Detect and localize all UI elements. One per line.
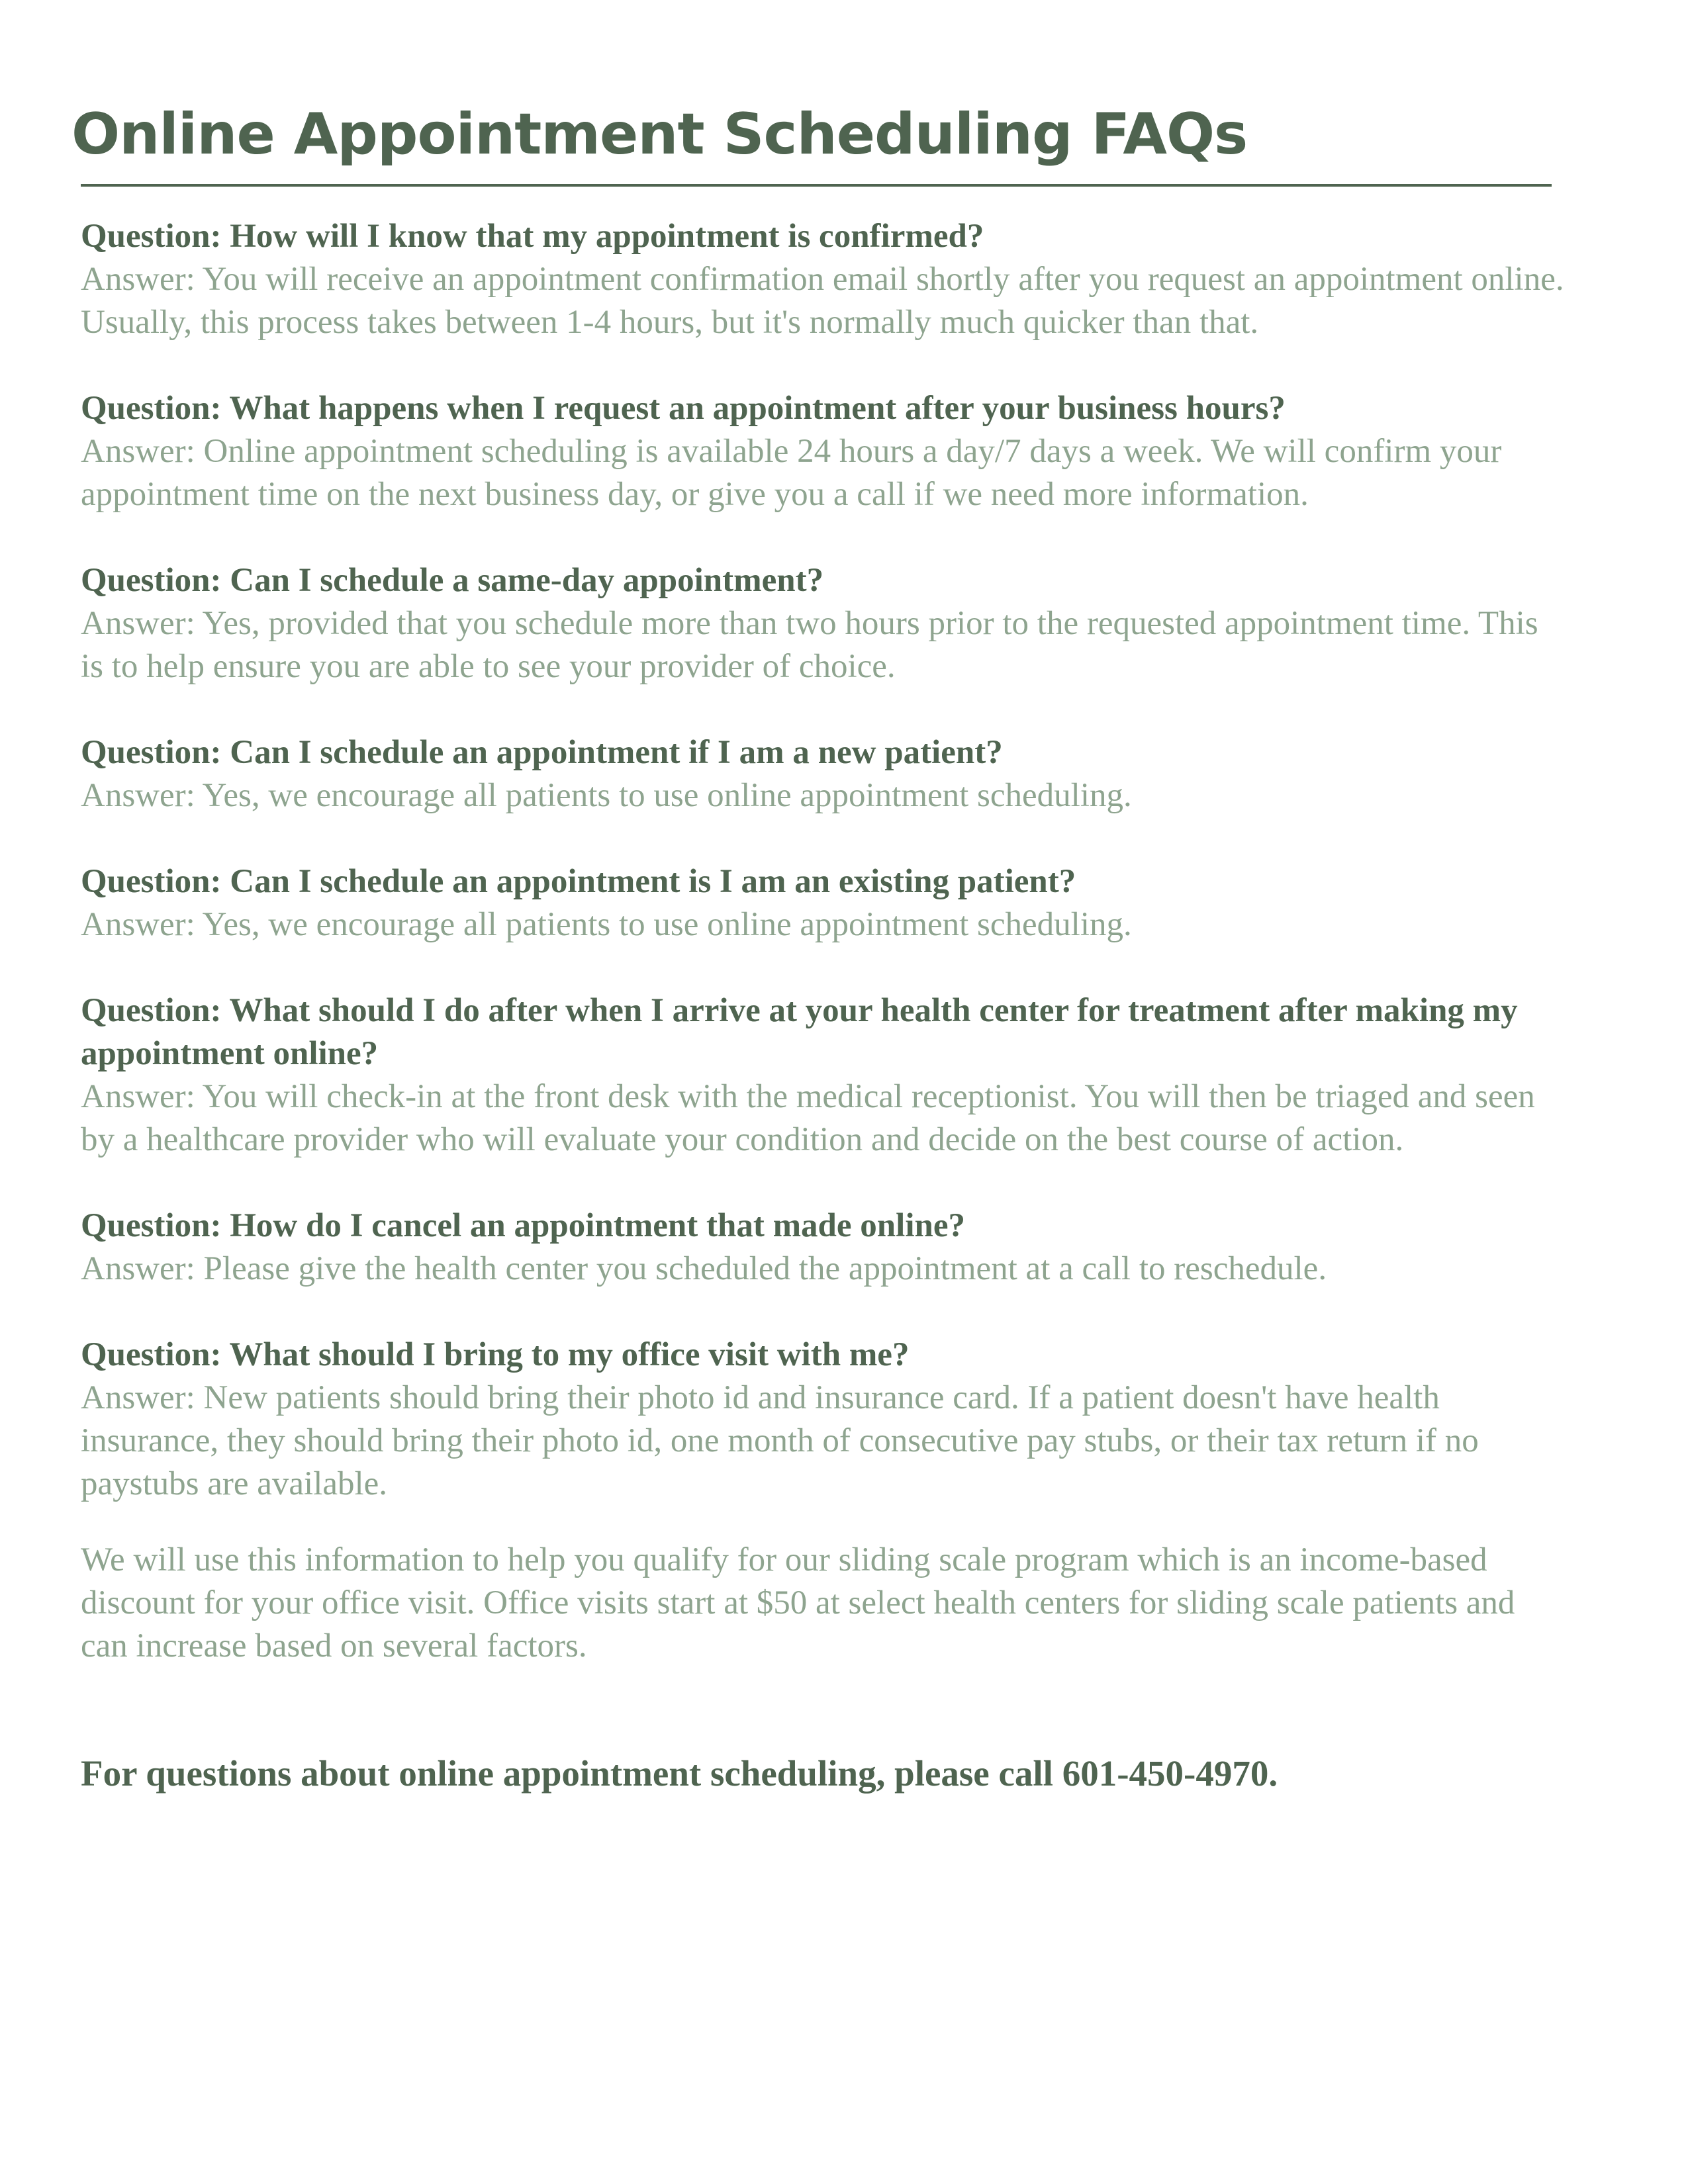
faq-item — [81, 989, 1565, 1161]
faq-answer: Answer: Please give the health center you scheduled the appointment at a call to reschedule. — [81, 1250, 1327, 1287]
faq-answer: Answer: Yes, we encourage all patients to use online appointment scheduling. — [81, 777, 1132, 814]
faq-item — [81, 215, 1565, 344]
faq-answer: Answer: Yes, we encourage all patients to use online appointment scheduling. — [81, 906, 1132, 943]
faq-answer: Answer: Online appointment scheduling is available 24 hours a day/7 days a week. We will confirm your appointment time on the next business day, or give you a call if we need more information. — [81, 433, 1502, 513]
contact-line: For questions about online appointment scheduling, please call 601-450-4970. — [81, 1753, 1278, 1794]
faq-answer: Answer: You will receive an appointment confirmation email shortly after you request an appointment online. Usually, this process takes between 1-4 hours, but it's normally much quicker than that. — [81, 261, 1564, 341]
faq-list — [81, 215, 1565, 1668]
page-title: Online Appointment Scheduling FAQs — [71, 101, 1248, 167]
faq-question: Question: How do I cancel an appointment that made online? — [81, 1207, 966, 1244]
faq-answer: Answer: You will check-in at the front desk with the medical receptionist. You will then be triaged and seen by a healthcare provider who will evaluate your condition and decide on the best course of action. — [81, 1078, 1535, 1158]
faq-question: Question: How will I know that my appointment is confirmed? — [81, 218, 984, 255]
faq-item — [81, 387, 1565, 516]
faq-question: Question: Can I schedule an appointment if I am a new patient? — [81, 734, 1003, 771]
faq-item — [81, 1334, 1565, 1506]
faq-question: Question: Can I schedule an appointment is I am an existing patient? — [81, 863, 1076, 900]
faq-question: Question: What happens when I request an appointment after your business hours? — [81, 390, 1286, 427]
faq-question: Question: What should I bring to my office visit with me? — [81, 1336, 910, 1373]
title-divider — [81, 184, 1552, 187]
faq-item — [81, 1205, 1565, 1291]
faq-item — [81, 731, 1565, 817]
faq-item — [81, 559, 1565, 688]
faq-answer: Answer: Yes, provided that you schedule more than two hours prior to the requested appointment time. This is to help ensure you are able to see your provider of choice. — [81, 605, 1538, 685]
faq-question: Question: Can I schedule a same-day appointment? — [81, 562, 824, 599]
sliding-scale-paragraph: We will use this information to help you qualify for our sliding scale program which is an income-based discount for your office visit. Office visits start at $50 at select health centers for sliding scale patients and can increase based on several factors. — [81, 1541, 1515, 1664]
faq-item — [81, 860, 1565, 946]
faq-question: Question: What should I do after when I arrive at your health center for treatment after making my appointment online? — [81, 992, 1518, 1072]
faq-answer: Answer: New patients should bring their photo id and insurance card. If a patient doesn't have health insurance, they should bring their photo id, one month of consecutive pay stubs, or their tax return if no paystubs are available. — [81, 1379, 1479, 1502]
